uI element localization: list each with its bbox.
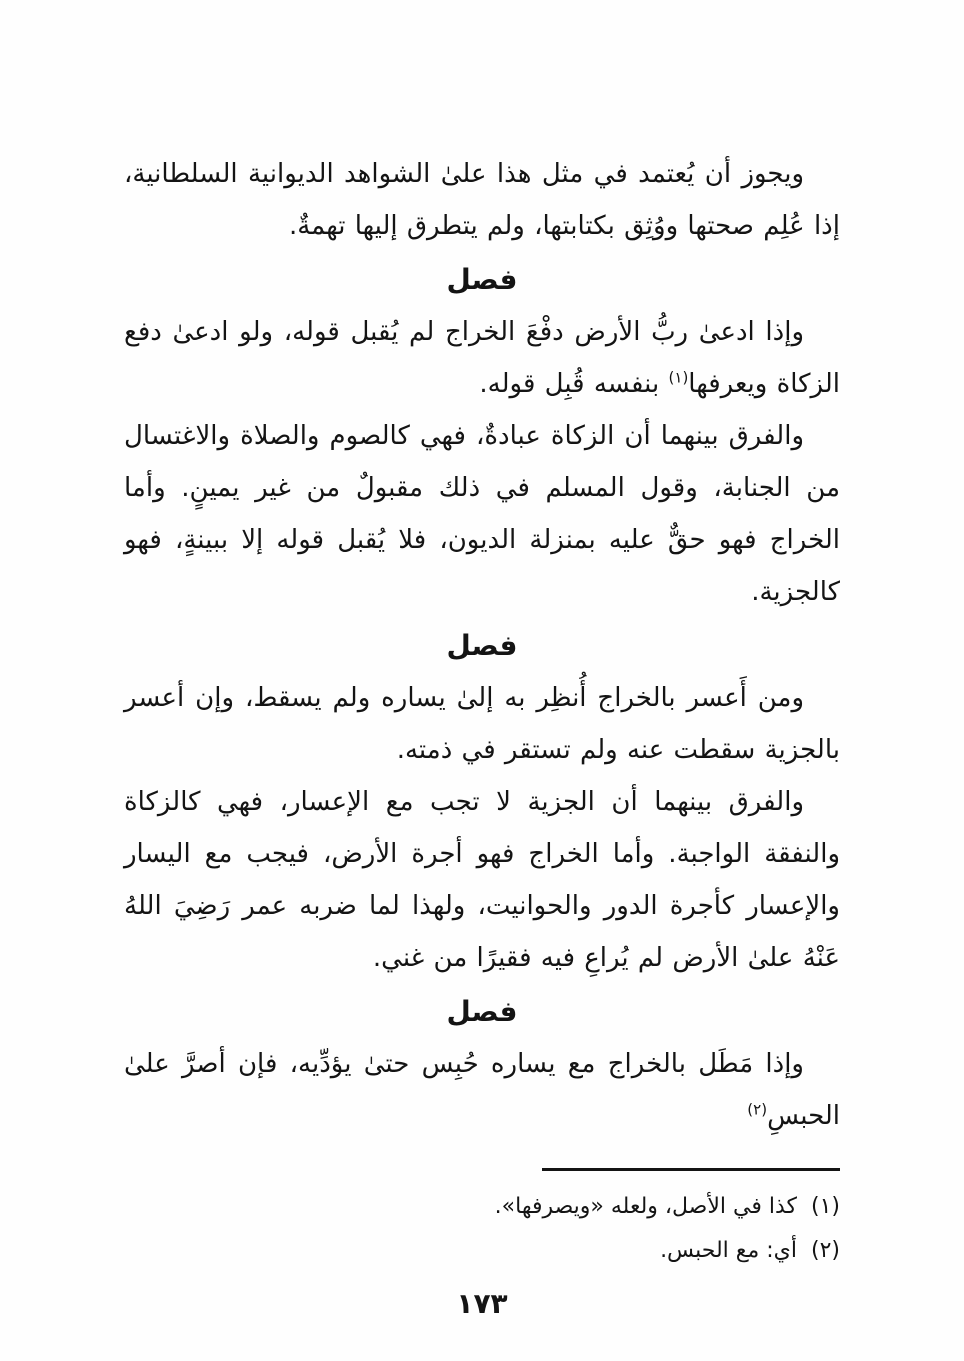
section-heading-2: فصل [446, 629, 518, 662]
paragraph-5: والفرق بينهما أن الجزية لا تجب مع الإعسار، فهي كالزكاة والنفقة الواجبة. وأما الخراج فهو أجرة الأرض، فيجب مع اليسار والإعسار كأجرة الدور والحوانيت، ولهذا لما ضربه عمر رَضِيَ اللهُ عَنْهُ علىٰ الأرض لم يُراعِ فيه فقيرًا من غني. [124, 787, 840, 973]
section-heading-3: فصل [446, 995, 518, 1028]
footnote-ref-1: (١) [668, 368, 689, 387]
paragraph-6-text-before: وإذا مَطَل بالخراج مع يساره حُبِس حتىٰ يؤدِّيه، فإن أصرَّ علىٰ الحبسِ [124, 1049, 840, 1131]
footnote-separator [542, 1168, 840, 1171]
footnote-2-marker: (٢) [810, 1238, 840, 1263]
paragraph-4: ومن أَعسر بالخراج أُنظِر به إلىٰ يساره ولم يسقط، وإن أعسر بالجزية سقطت عنه ولم تستقر في ذمته. [124, 683, 840, 765]
footnote-2-text: أي: مع الحبس. [660, 1238, 797, 1263]
footnotes-section [124, 1168, 840, 1273]
paragraph-2-text-before: وإذا ادعىٰ ربُّ الأرض دفْعَ الخراج لم يُقبل قوله، ولو ادعىٰ دفع الزكاة ويعرفها [124, 317, 840, 399]
page-body [124, 148, 840, 1142]
paragraph-1: ويجوز أن يُعتمد في مثل هذا علىٰ الشواهد الديوانية السلطانية، إذا عُلِم صحتها ووُثِق بكتابتها، ولم يتطرق إليها تهمةٌ. [124, 159, 840, 241]
footnote-2 [124, 1229, 840, 1273]
paragraph-6 [124, 1038, 840, 1142]
footnote-ref-2: (٢) [747, 1100, 768, 1119]
footnote-1-marker: (١) [810, 1194, 840, 1219]
paragraph-3: والفرق بينهما أن الزكاة عبادةٌ، فهي كالصوم والصلاة والاغتسال من الجنابة، وقول المسلم في ذلك مقبولٌ من غير يمينٍ. وأما الخراج فهو حقٌّ عليه بمنزلة الديون، فلا يُقبل قوله إلا ببينةٍ، فهو كالجزية. [124, 421, 840, 607]
page-number: ١٧٣ [456, 1287, 508, 1320]
footnote-1-text: كذا في الأصل، ولعله «ويصرفها». [494, 1194, 797, 1219]
paragraph-2-text-after: بنفسه قُبِل قوله. [479, 369, 669, 399]
paragraph-2 [124, 306, 840, 410]
footnote-1 [124, 1185, 840, 1229]
section-heading-1: فصل [446, 263, 518, 296]
